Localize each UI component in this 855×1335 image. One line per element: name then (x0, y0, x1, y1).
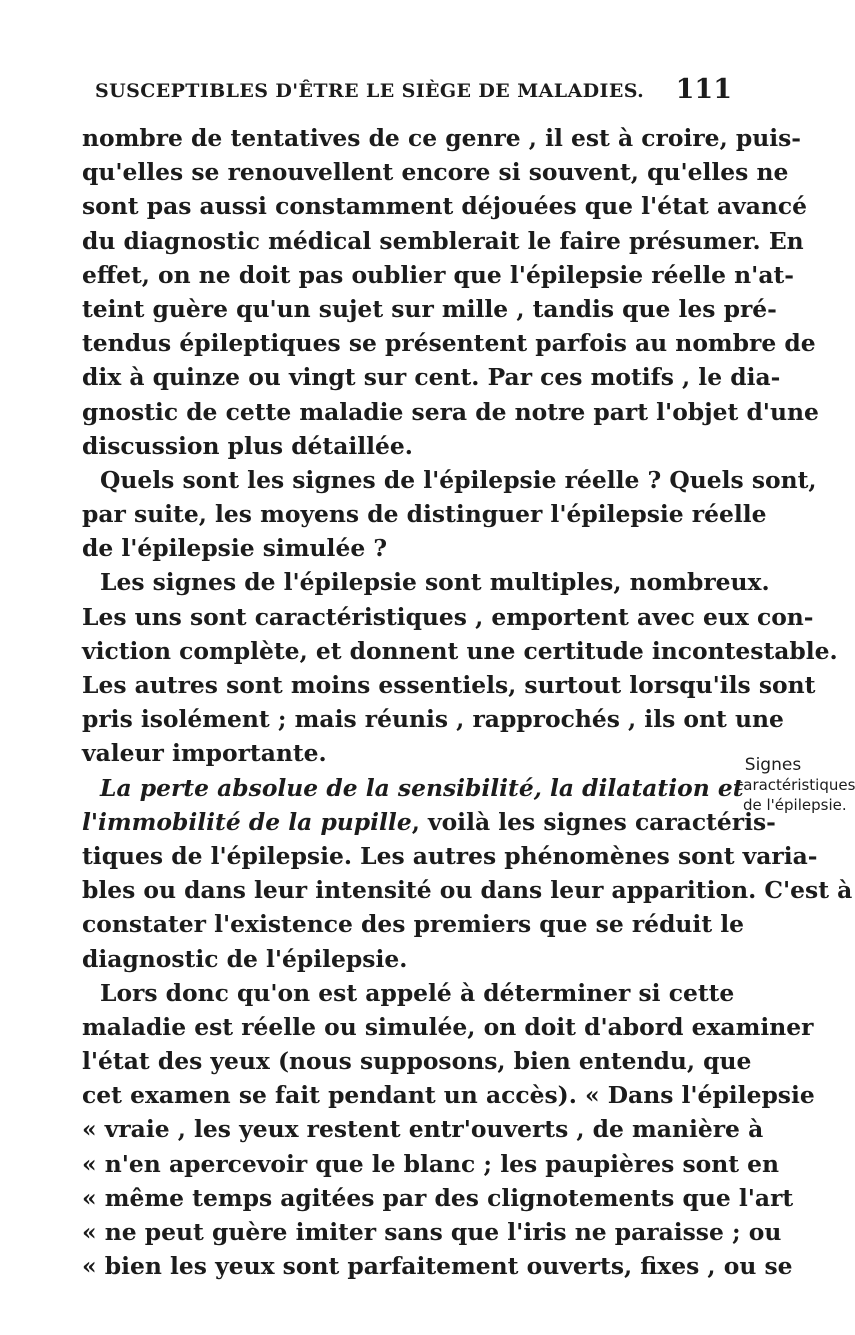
margin-note-line: caractéristiques (735, 776, 855, 794)
text-line: Les autres sont moins essentiels, surtout lorsqu'ils sont (82, 671, 816, 699)
text-line: « n'en apercevoir que le blanc ; les paupières sont en (82, 1149, 780, 1178)
text-line: cet examen se fait pendant un accès). « Dans l'épilepsie (82, 1081, 815, 1110)
text-line: maladie est réelle ou simulée, on doit d'abord examiner (82, 1012, 814, 1041)
text-line: diagnostic de l'épilepsie. (82, 944, 408, 973)
text-line: La perte absolue de la sensibilité, la dilatation et (100, 773, 744, 802)
text-line: de l'épilepsie simulée ? (82, 534, 388, 563)
text-line: viction complète, et donnent une certitude incontestable. (82, 636, 838, 665)
text-line: « ne peut guère imiter sans que l'iris ne paraisse ; ou (82, 1218, 782, 1246)
text-line: « même temps agitées par des clignotements que l'art (82, 1183, 794, 1212)
text-run: , voilà les signes caractéris- (411, 807, 776, 836)
margin-note (735, 755, 855, 815)
text-line: tendus épileptiques se présentent parfois au nombre de (82, 329, 816, 358)
text-line: tiques de l'épilepsie. Les autres phénomènes sont varia- (82, 841, 818, 870)
margin-note-line: de l'épilepsie. (743, 796, 847, 814)
body-text (82, 121, 853, 1283)
running-title: SUSCEPTIBLES D'ÊTRE LE SIÈGE DE MALADIES. (95, 80, 645, 102)
text-line: « vraie , les yeux restent entr'ouverts , de manière à (82, 1115, 764, 1144)
page-number: 111 (675, 74, 732, 105)
text-line: constater l'existence des premiers que se réduit le (82, 910, 745, 939)
text-line: nombre de tentatives de ce genre , il est à croire, puis- (82, 124, 801, 152)
text-line: Quels sont les signes de l'épilepsie réelle ? Quels sont, (100, 465, 817, 494)
text-line: discussion plus détaillée. (82, 431, 413, 460)
text-line: l'état des yeux (nous supposons, bien entendu, que (82, 1047, 752, 1076)
text-line: par suite, les moyens de distinguer l'épilepsie réelle (82, 500, 767, 529)
text-line: valeur importante. (82, 739, 327, 768)
text-line: « bien les yeux sont parfaitement ouverts, fixes , ou se (82, 1252, 793, 1281)
text-line: sont pas aussi constamment déjouées que l'état avancé (82, 192, 808, 221)
text-line: Les signes de l'épilepsie sont multiples, nombreux. (100, 568, 770, 597)
text-line: teint guère qu'un sujet sur mille , tandis que les pré- (82, 294, 777, 323)
text-line: dix à quinze ou vingt sur cent. Par ces motifs , le dia- (82, 363, 781, 392)
text-line: pris isolément ; mais réunis , rapprochés , ils ont une (82, 705, 784, 734)
text-line: du diagnostic médical semblerait le faire présumer. En (82, 226, 804, 255)
margin-note-line: Signes (744, 755, 802, 775)
text-line: qu'elles se renouvellent encore si souvent, qu'elles ne (82, 158, 789, 187)
text-line: effet, on ne doit pas oublier que l'épilepsie réelle n'at- (82, 260, 795, 289)
text-line: gnostic de cette maladie sera de notre part l'objet d'une (82, 397, 819, 426)
text-line: Lors donc qu'on est appelé à déterminer si cette (100, 978, 735, 1007)
italic-phrase: l'immobilité de la pupille (82, 807, 412, 836)
text-line: bles ou dans leur intensité ou dans leur apparition. C'est à (82, 876, 853, 905)
text-line: Les uns sont caractéristiques , emportent avec eux con- (82, 602, 814, 631)
running-header (95, 74, 735, 110)
text-line-mixed (82, 805, 776, 839)
